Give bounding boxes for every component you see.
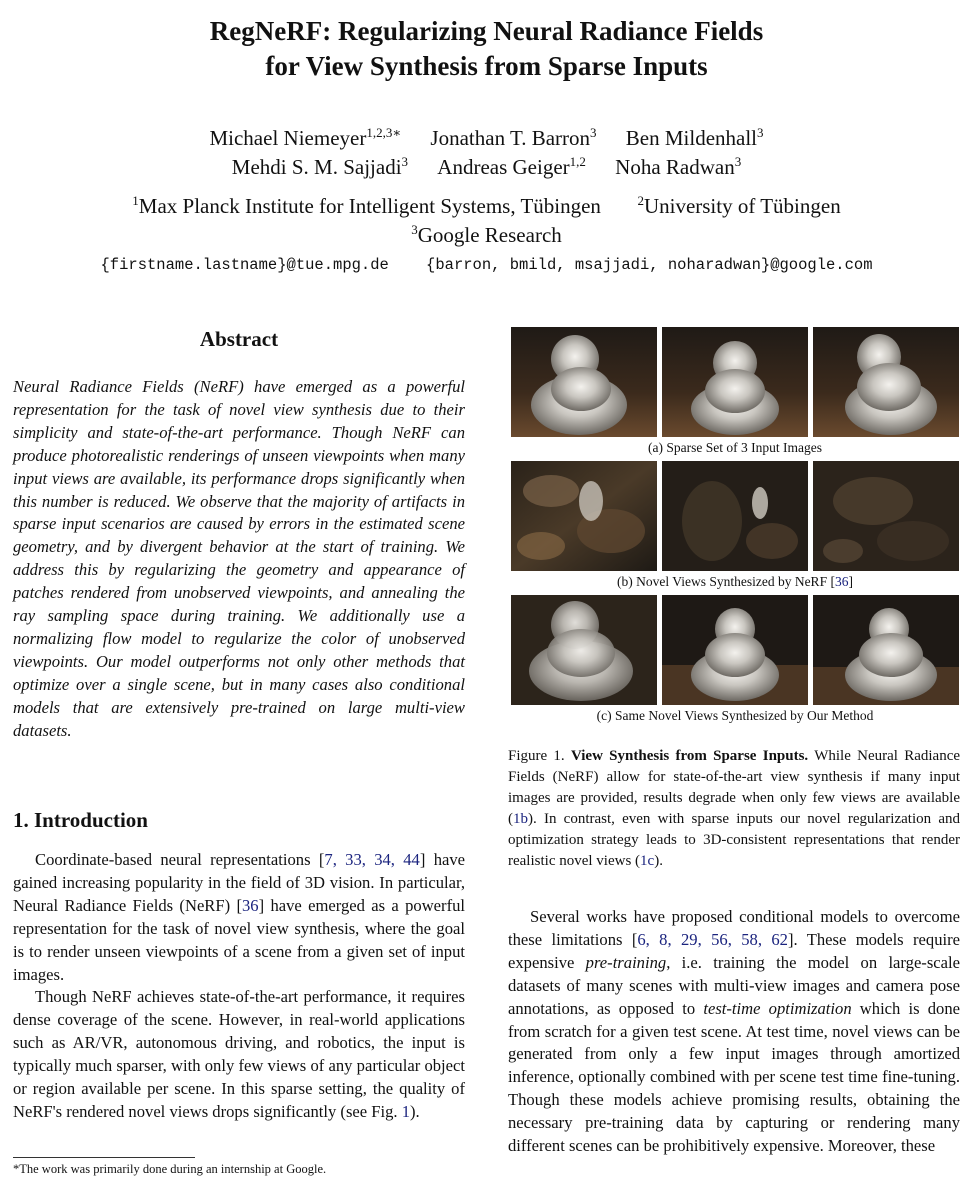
abstract-heading: Abstract — [199, 327, 279, 351]
footnote-divider — [13, 1157, 195, 1158]
abstract-text: Neural Radiance Fields (NeRF) have emerged as a powerful representation for the task of novel view synthesis due to their simplicity and state-of-the-art performance. Though NeRF can produce photorealistic renderings of unseen viewpoints when many input views are available, its performance drops significantly when this number is reduced. We observe that the majority of artifacts in sparse input scenarios are caused by errors in the estimated scene geometry, and by divergent behavior at the start of training. We address this by regularizing the geometry and appearance of patches rendered from unobserved viewpoints, and annealing the ray sampling space during training. We additionally use a normalizing flow model to regularize the color of unobserved viewpoints. Our model outperforms not only other methods that optimize over a single scene, but in many cases also conditional models that are extensively pre-trained on large multi-view datasets. — [13, 377, 465, 740]
nerf-novel-view-3 — [813, 461, 959, 571]
author: Ben Mildenhall$^3$ — [625, 125, 764, 150]
author: Michael Niemeyer$^{1,2,3∗}$ — [209, 125, 402, 150]
nerf-novel-view-1 — [511, 461, 657, 571]
right-column-body — [508, 906, 960, 1158]
subcaption-b: (b) Novel Views Synthesized by NeRF [36] — [617, 574, 853, 589]
author-emails: {firstname.lastname}@tue.mpg.de {barron, bmild, msajjadi, noharadwan}@google.com — [100, 256, 873, 274]
affiliation-row-1 — [0, 192, 973, 221]
figure-link[interactable]: 1 — [401, 1101, 411, 1121]
intro-paragraph-1: Coordinate-based neural representations [7, 33, 34, 44] have gained increasing popularity in the field of 3D vision. In particular, Neural Radiance Fields (NeRF) [36] have emerged as a powerful representation for the task of novel view synthesis, where the goal is to render unseen viewpoints of a scene from a given set of input images. — [13, 850, 466, 984]
introduction-body — [13, 849, 465, 1124]
section-heading-introduction: 1. Introduction — [13, 808, 148, 832]
nerf-novel-view-2 — [662, 461, 808, 571]
citation-link[interactable]: 7, 33, 34, 44 — [324, 850, 420, 869]
intro-paragraph-2: Though NeRF achieves state-of-the-art performance, it requires dense coverage of the scene. However, in real-world applications such as AR/VR, autonomous driving, and robotics, the input is typically much sparser, with only few views of any particular object or region available per scene. In this sparse setting, the quality of NeRF's rendered novel views drops significantly (see Fig. 1). — [13, 987, 465, 1121]
our-novel-view-3 — [813, 595, 959, 705]
citation-link[interactable]: 6, 8, 29, 56, 58, 62 — [637, 929, 788, 949]
input-image-buddha-2 — [662, 327, 808, 437]
citation-link[interactable]: 36 — [242, 895, 259, 915]
input-image-buddha-3 — [813, 327, 959, 437]
right-paragraph: Several works have proposed conditional models to overcome these limitations [6, 8, 29, 56, 58, 62]. These models require expensive pre-training, i.e. training the model on large-scale datasets of many scenes with multi-view images and camera pose annotations, as opposed to test-time optimization which is done from scratch for a given test scene. At test time, novel views can be generated from only a few input images through amortized inference, optionally combined with per scene test time fine-tuning. Though these models achieve promising results, obtaining the necessary pre-training data by capturing or rendering many different scenes can be prohibitively expensive. Moreover, these — [508, 907, 960, 1156]
figure-row-our-method — [511, 595, 959, 705]
input-image-buddha-1 — [511, 327, 657, 437]
footnote: *The work was primarily done during an internship at Google. — [13, 1162, 327, 1176]
figure-row-nerf-views — [511, 461, 959, 571]
subcaption-a: (a) Sparse Set of 3 Input Images — [648, 440, 822, 455]
figure-link[interactable]: 1c — [640, 853, 655, 869]
author: Jonathan T. Barron$^3$ — [430, 125, 597, 150]
figure-1 — [511, 327, 959, 729]
author: Noha Radwan$^3$ — [615, 154, 742, 179]
our-novel-view-2 — [662, 595, 808, 705]
affiliation: $^1$Max Planck Institute for Intelligent Systems, Tübingen — [132, 193, 601, 218]
paper-title — [0, 14, 973, 84]
author: Mehdi S. M. Sajjadi$^3$ — [231, 154, 409, 179]
citation-link[interactable]: 36 — [834, 574, 849, 589]
affiliation-row-2 — [0, 221, 973, 250]
author-row-2 — [0, 153, 973, 182]
figure-row-input-images — [511, 327, 959, 437]
subcaption-c: (c) Same Novel Views Synthesized by Our Method — [596, 708, 874, 723]
affiliation: $^2$University of Tübingen — [637, 193, 841, 218]
our-novel-view-1 — [511, 595, 657, 705]
figure-link[interactable]: 1b — [513, 811, 528, 827]
author-row-1 — [0, 124, 973, 153]
title-line-2: for View Synthesis from Sparse Inputs — [265, 51, 708, 81]
affiliation: $^3$Google Research — [411, 222, 562, 247]
author: Andreas Geiger$^{1,2}$ — [437, 154, 586, 179]
caption-label: Figure 1. — [508, 748, 565, 764]
figure-caption: Figure 1. View Synthesis from Sparse Inputs. While Neural Radiance Fields (NeRF) allow for state-of-the-art view synthesis if many input images are provided, results degrade when only few views are available (1b). In contrast, even with sparse inputs our novel regularization and optimization strategy leads to 3D-consistent representations that render realistic novel views (1c). — [508, 748, 961, 869]
title-line-1: RegNeRF: Regularizing Neural Radiance Fields — [209, 16, 764, 46]
caption-title: View Synthesis from Sparse Inputs. — [570, 748, 809, 764]
